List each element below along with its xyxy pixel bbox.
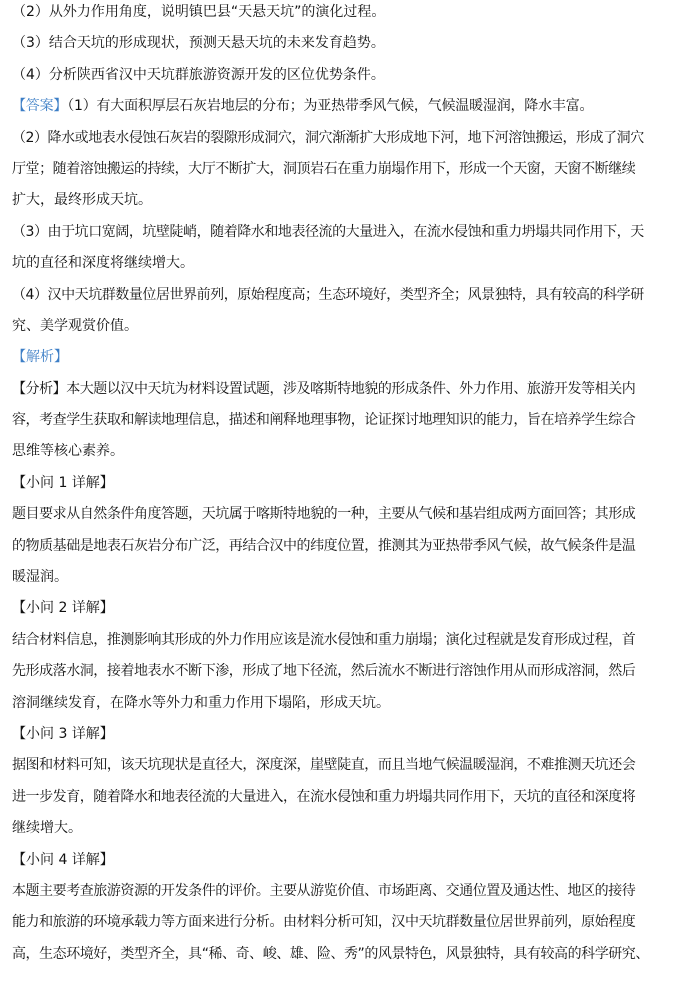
analysis-overview-line-1: 【分析】本大题以汉中天坑为材料设置试题，涉及喀斯特地貌的形成条件、外力作用、旅游开发等相关内 [12, 380, 636, 397]
sub-question-3-line-3: 继续增大。 [12, 820, 82, 837]
answer-3-line-1: （3）由于坑口宽阔，坑壁陡峭，随着降水和地表径流的大量进入，在流水侵蚀和重力坍塌共同作用下，天 [12, 223, 644, 240]
answer-label: 【答案】 [12, 98, 68, 115]
analysis-overview-line-2: 容，考查学生获取和解读地理信息，描述和阐释地理事物，论证探讨地理知识的能力，旨在培养学生综合 [12, 412, 636, 429]
sub-question-2-line-1: 结合材料信息，推测影响其形成的外力作用应该是流水侵蚀和重力崩塌；演化过程就是发育形成过程，首 [12, 631, 636, 648]
question-2: （2）从外力作用角度，说明镇巴县“天悬天坑”的演化过程。 [12, 4, 386, 20]
sub-question-2-line-3: 溶洞继续发育，在降水等外力和重力作用下塌陷，形成天坑。 [12, 694, 390, 711]
sub-question-2-heading: 【小问 2 详解】 [12, 600, 114, 617]
sub-question-4-line-3: 高，生态环境好，类型齐全，具“稀、奇、峻、雄、险、秀”的风景特色，风景独特，具有较高的科学研究、 [12, 945, 649, 962]
analysis-label: 【解析】 [12, 349, 68, 366]
answer-4-line-2: 究、美学观赏价值。 [12, 317, 138, 334]
answer-2-line-3: 扩大，最终形成天坑。 [12, 192, 152, 209]
question-3: （3）结合天坑的形成现状，预测天悬天坑的未来发育趋势。 [12, 35, 385, 52]
question-4: （4）分析陕西省汉中天坑群旅游资源开发的区位优势条件。 [12, 66, 385, 83]
analysis-overview-line-3: 思维等核心素养。 [12, 443, 124, 460]
sub-question-3-line-1: 据图和材料可知，该天坑现状是直径大，深度深，崖壁陡直，而且当地气候温暖湿润，不难推测天坑还会 [12, 757, 636, 774]
sub-question-1-line-1: 题目要求从自然条件角度答题，天坑属于喀斯特地貌的一种，主要从气候和基岩组成两方面回答；其形成 [12, 506, 636, 523]
answer-4-line-1: （4）汉中天坑群数量位居世界前列，原始程度高；生态环境好，类型齐全；风景独特，具有较高的科学研 [12, 286, 644, 303]
sub-question-3-line-2: 进一步发育，随着降水和地表径流的大量进入，在流水侵蚀和重力坍塌共同作用下，天坑的直径和深度将 [12, 788, 636, 805]
answer-1-line [12, 91, 683, 122]
sub-question-1-heading: 【小问 1 详解】 [12, 474, 114, 491]
answer-3-line-2: 坑的直径和深度将继续增大。 [12, 255, 194, 272]
answer-1-text: （1）有大面积厚层石灰岩地层的分布；为亚热带季风气候，气候温暖湿润，降水丰富。 [67, 98, 594, 115]
answer-2-line-2: 厅堂；随着溶蚀搬运的持续，大厅不断扩大，洞顶岩石在重力崩塌作用下，形成一个天窗，天窗不断继续 [12, 160, 636, 177]
sub-question-2-line-2: 先形成落水洞，接着地表水不断下渗，形成了地下径流，然后流水不断进行溶蚀作用从而形成溶洞，然后 [12, 663, 636, 680]
sub-question-4-line-2: 能力和旅游的环境承载力等方面来进行分析。由材料分析可知，汉中天坑群数量位居世界前列，原始程度 [12, 914, 636, 931]
sub-question-1-line-2: 的物质基础是地表石灰岩分布广泛，再结合汉中的纬度位置，推测其为亚热带季风气候，故气候条件是温 [12, 537, 636, 554]
sub-question-1-line-3: 暖湿润。 [12, 569, 68, 586]
answer-2-line-1: （2）降水或地表水侵蚀石灰岩的裂隙形成洞穴，洞穴渐渐扩大形成地下河，地下河溶蚀搬运，形成了洞穴 [12, 129, 644, 146]
sub-question-4-line-1: 本题主要考查旅游资源的开发条件的评价。主要从游览价值、市场距离、交通位置及通达性、地区的接待 [12, 882, 636, 899]
sub-question-4-heading: 【小问 4 详解】 [12, 851, 114, 868]
sub-question-3-heading: 【小问 3 详解】 [12, 725, 114, 742]
